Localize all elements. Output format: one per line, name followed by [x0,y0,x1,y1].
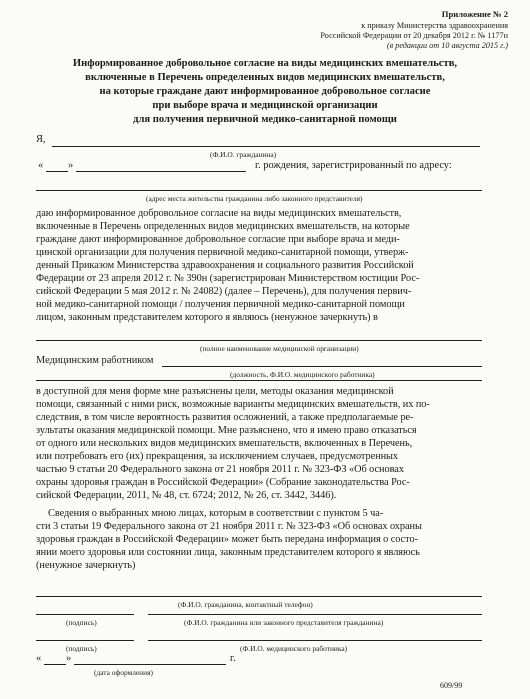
consent-text-line: включенные в Перечень определенных видов медицинских вмешательств, на которые [36,221,410,232]
trusted-persons-text-line: янии моего здоровья или состоянии лица, законным представителем которого я являюсь [36,547,420,558]
explanation-text-line: помощи, связанный с ними риск, возможные варианты медицинских вмешательств, их по- [36,399,430,410]
order-reference-line1: к приказу Министерства здравоохранения [361,21,508,30]
completion-day-field[interactable] [44,664,66,665]
trusted-persons-text-line: Сведения о выбранных мною лицах, которым в соответствии с пунктом 5 ча- [48,508,384,519]
medical-worker-signature-field[interactable] [36,640,134,641]
explanation-text-line: или потребовать его (их) прекращения, за исключением случаев, предусмотренных [36,451,399,462]
consent-text-line: даю информированное добровольное согласие на виды медицинских вмешательств, [36,208,402,219]
trusted-persons-text-line: (ненужное зачеркнуть) [36,560,136,571]
trusted-persons-text-line: здоровья граждан в Российской Федерации» может быть передана информация о состо- [36,534,418,545]
completion-date-close-quote: » [66,653,72,664]
medical-worker-caption: (должность, Ф.И.О. медицинского работника) [230,370,375,379]
medical-worker-field[interactable] [162,366,482,367]
completion-date-open-quote: « [36,653,42,664]
completion-date-caption: (дата оформления) [94,668,153,677]
representative-fio-field[interactable] [148,614,482,615]
consent-text-line: денный Приказом Министерства здравоохранения и социального развития Российской [36,260,414,271]
title-line-1: Информированное добровольное согласие на виды медицинских вмешательств, [72,58,458,69]
completion-month-year-field[interactable] [74,664,226,665]
fio-caption: (Ф.И.О. гражданина) [210,150,277,159]
signature-caption-1: (подпись) [66,618,97,627]
title-line-3: на которые граждане дают информированное добровольное согласие [99,86,431,97]
order-edition-note: (в редакции от 10 августа 2015 г.) [386,41,508,50]
birth-month-year-field[interactable] [76,171,246,172]
contact-caption: (Ф.И.О. гражданина, контактный телефон) [178,600,313,609]
trusted-persons-text-line: сти 3 статьи 19 Федерального закона от 21 ноября 2011 г. № 323-ФЗ «Об основах охраны [36,521,422,532]
order-reference-line2: Российской Федерации от 20 декабря 2012 г. № 1177н [320,31,508,40]
consent-text-line: ной медико-санитарной помощи / получения первичной медико-санитарной помощи [36,299,405,310]
citizen-signature-field[interactable] [36,614,134,615]
title-line-5: для получения первичной медико-санитарной помощи [133,114,397,125]
birth-date-open-quote: « [38,160,44,171]
consent-text-line: граждане дают информированное добровольное согласие при выборе врача и меди- [36,234,400,245]
consent-text-line: цинской организации для получения первичной медико-санитарной помощи, утверж- [36,247,409,258]
explanation-text-line: сийской Федерации, 2011, № 48, ст. 6724; 2012, № 26, ст. 3442, 3446). [36,490,337,501]
birth-registration-text: г. рождения, зарегистрированный по адресу: [255,160,452,171]
title-line-2: включенные в Перечень определенных видов медицинских вмешательств, [85,72,445,83]
consent-text-line: Федерации от 23 апреля 2012 г. № 390н (зарегистрирован Министерством юстиции Рос- [36,273,420,284]
i-label: Я, [36,134,46,145]
explanation-text-line: в доступной для меня форме мне разъяснены цели, методы оказания медицинской [36,386,394,397]
fio-field[interactable] [52,146,480,147]
address-caption: (адрес места жительства гражданина либо законного представителя) [146,194,363,203]
medical-worker-field-extra[interactable] [36,380,482,381]
page-number: 609/99 [440,681,463,690]
representative-fio-caption: (Ф.И.О. гражданина или законного представителя гражданина) [184,618,384,627]
medical-worker-fio-field[interactable] [148,640,482,641]
birth-date-close-quote: » [68,160,74,171]
medical-worker-label: Медицинским работником [36,355,154,366]
explanation-text-line: от одного или нескольких видов медицинских вмешательств, включенных в Перечень, [36,438,413,449]
appendix-number: Приложение № 2 [441,9,508,19]
title-line-4: при выборе врача и медицинской организации [152,100,378,111]
completion-year-suffix: г. [230,653,236,664]
birth-day-field[interactable] [46,171,68,172]
medical-worker-fio-caption: (Ф.И.О. медицинского работника) [240,644,348,653]
explanation-text-line: частью 9 статьи 20 Федерального закона от 21 ноября 2011 г. № 323-ФЗ «Об основах [36,464,404,475]
address-field[interactable] [36,190,482,191]
explanation-text-line: следствия, в том числе вероятность развития осложнений, а также предполагаемые ре- [36,412,414,423]
explanation-text-line: зультаты оказания медицинской помощи. Мне разъяснено, что я имею право отказаться [36,425,417,436]
consent-text-line: лицом, законным представителем которого я являюсь (ненужное зачеркнуть) в [36,312,378,323]
organization-caption: (полное наименование медицинской организации) [200,344,359,353]
trusted-person-contact-field[interactable] [36,596,482,597]
explanation-text-line: охраны здоровья граждан в Российской Федерации» (Собрание законодательства Рос- [36,477,410,488]
signature-caption-2: (подпись) [66,644,97,653]
consent-text-line: сийской Федерации 5 мая 2012 г. № 24082) (далее – Перечень), для получения первич- [36,286,412,297]
organization-field[interactable] [36,340,482,341]
